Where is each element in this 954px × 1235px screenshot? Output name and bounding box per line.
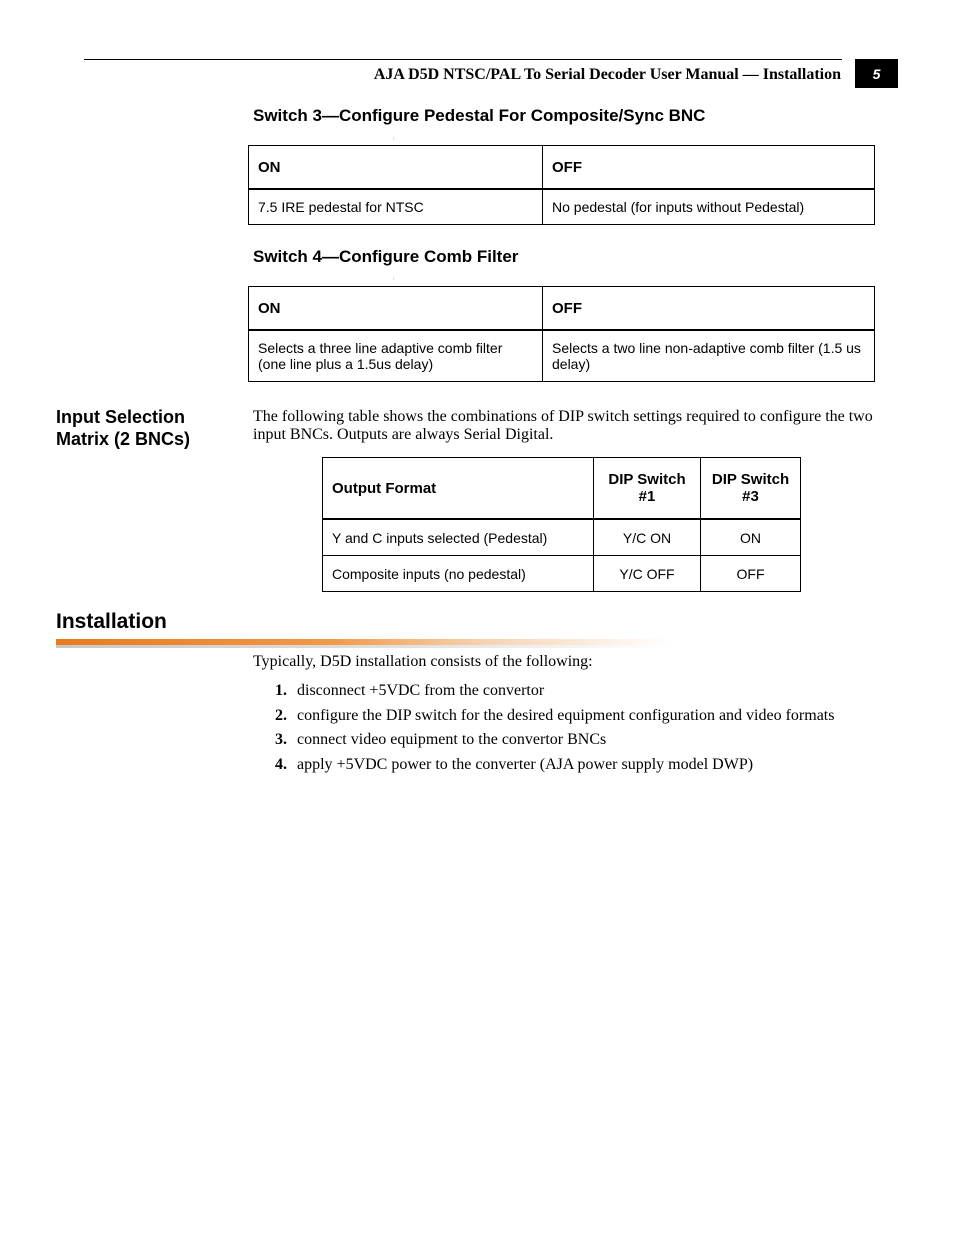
step-text: disconnect +5VDC from the convertor: [297, 682, 545, 699]
installation-heading: Installation: [56, 610, 167, 633]
page-number-badge: 5: [855, 59, 898, 88]
list-item: [253, 755, 893, 780]
table-row: [249, 189, 875, 225]
list-item: [253, 730, 893, 755]
table-header-row: [249, 287, 875, 331]
switch3-heading: Switch 3—Configure Pedestal For Composite/Sync BNC: [253, 106, 706, 125]
header-cell-on: ON: [249, 146, 543, 190]
cell-dip3: ON: [701, 519, 801, 556]
header-rule: [84, 59, 842, 60]
cell-off-description: Selects a two line non-adaptive comb filter (1.5 us delay): [543, 330, 875, 382]
anchor-mark: :: [393, 276, 395, 282]
table-row: [323, 556, 801, 592]
heading-accent-shadow: [56, 645, 670, 648]
running-header: AJA D5D NTSC/PAL To Serial Decoder User Manual — Installation: [373, 66, 841, 83]
table-header-row: [249, 146, 875, 190]
list-item: [253, 681, 893, 706]
installation-steps: [253, 681, 893, 779]
cell-dip1: Y/C OFF: [594, 556, 701, 592]
switch3-table: [248, 145, 875, 225]
cell-off-description: No pedestal (for inputs without Pedestal): [543, 189, 875, 225]
header-cell-output-format: Output Format: [323, 458, 594, 520]
header-cell-dip1: DIP Switch #1: [594, 458, 701, 520]
switch4-heading: Switch 4—Configure Comb Filter: [253, 247, 519, 266]
input-selection-heading: Input Selection Matrix (2 BNCs): [56, 407, 191, 449]
installation-intro: Typically, D5D installation consists of the following:: [253, 653, 593, 670]
list-item: [253, 706, 893, 731]
step-number: 4.: [275, 755, 287, 773]
header-cell-off: OFF: [543, 146, 875, 190]
header-cell-off: OFF: [543, 287, 875, 331]
header-cell-dip3: DIP Switch #3: [701, 458, 801, 520]
step-number: 2.: [275, 706, 287, 724]
step-text: configure the DIP switch for the desired equipment configuration and video formats: [297, 706, 835, 724]
input-matrix-intro: The following table shows the combinations of DIP switch settings required to configure the two input BNCs. Outputs are always Serial Digital.: [253, 408, 873, 443]
anchor-mark: :: [393, 136, 395, 142]
input-matrix-table: [322, 457, 801, 592]
table-row: [323, 519, 801, 556]
step-number: 3.: [275, 731, 287, 749]
cell-dip1: Y/C ON: [594, 519, 701, 556]
table-row: [249, 330, 875, 382]
cell-on-description: 7.5 IRE pedestal for NTSC: [249, 189, 543, 225]
cell-output-format: Y and C inputs selected (Pedestal): [323, 519, 594, 556]
switch4-table: [248, 286, 875, 382]
table-header-row: [323, 458, 801, 520]
cell-dip3: OFF: [701, 556, 801, 592]
cell-output-format: Composite inputs (no pedestal): [323, 556, 594, 592]
step-number: 1.: [275, 682, 287, 699]
step-text: apply +5VDC power to the converter (AJA power supply model DWP): [297, 755, 754, 773]
cell-on-description: Selects a three line adaptive comb filter (one line plus a 1.5us delay): [249, 330, 543, 382]
header-cell-on: ON: [249, 287, 543, 331]
step-text: connect video equipment to the convertor BNCs: [297, 731, 607, 749]
